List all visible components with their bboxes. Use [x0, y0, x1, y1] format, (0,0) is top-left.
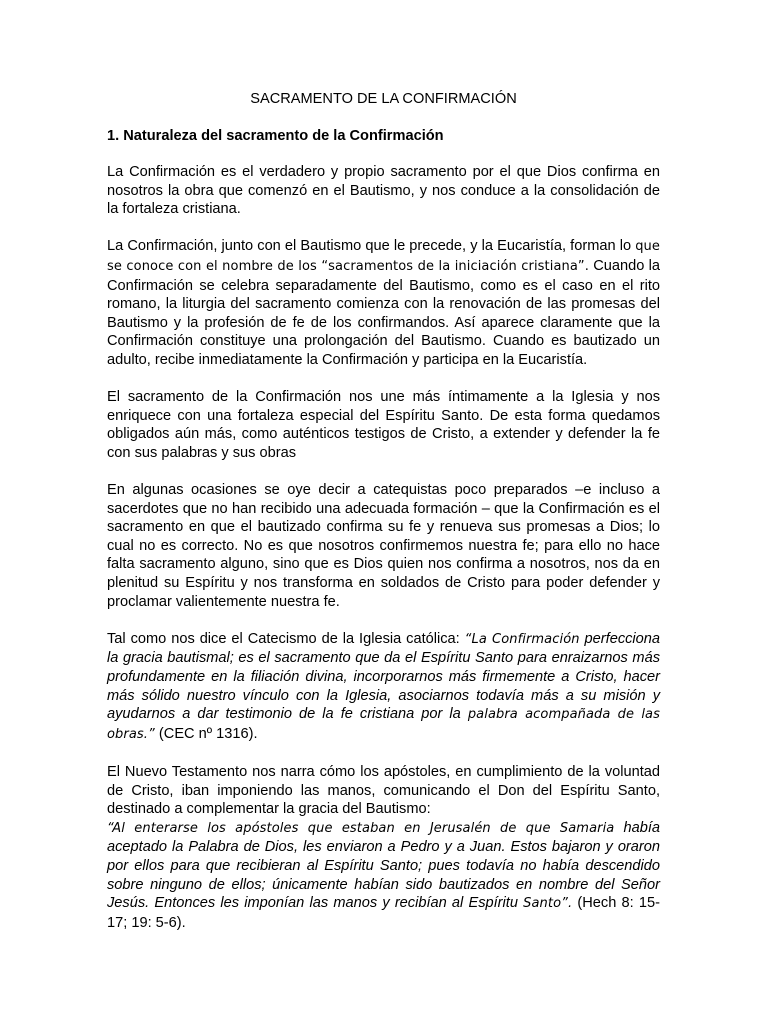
section-heading: 1. Naturaleza del sacramento de la Confirmación [107, 128, 444, 144]
paragraph-3: El sacramento de la Confirmación nos une más íntimamente a la Iglesia y nos enriquece con una fortaleza especial del Espíritu Santo. De esta forma quedamos obligados aún más, como auténticos testigos de Cristo, a extender y defender la fe con sus palabras y sus obras [107, 389, 660, 461]
paragraph-5-intro: Tal como nos dice el Catecismo de la Iglesia católica: [107, 630, 465, 647]
paragraph-5-quote-end: palabra acompañada de las obras.” [107, 707, 660, 742]
paragraph-5-quote: perfecciona la gracia bautismal; es el sacramento que da el Espíritu Santo para enraizarnos más profundamente en la filiación divina, incorporarnos más firmemente a Cristo, hacer más sólido nuestro vínculo con la Iglesia, asociarnos todavía más a su misión y ayudarnos a dar testimonio de la fe cristiana por la [107, 630, 660, 723]
paragraph-2 [107, 237, 660, 369]
paragraph-7-quote-end: Santo”. [523, 896, 573, 912]
document-title: SACRAMENTO DE LA CONFIRMACIÓN [250, 91, 517, 107]
paragraph-7-quote: había aceptado la Palabra de Dios, les enviaron a Pedro y a Juan. Estos bajaron y oraron por ellos para que recibieran al Espíritu Santo; pues todavía no había descendido sobre ninguno de ellos; únicamente habían sido bautizados en nombre del Señor Jesús. Entonces les imponían las manos y recibían al Espíritu [107, 819, 660, 912]
paragraph-2-line-1: La Confirmación, junto con el Bautismo que le precede, y la Eucaristía, forman lo [107, 238, 632, 255]
paragraph-7-reference: (Hech 8: 15-17; 19: 5-6). [107, 895, 660, 931]
paragraph-2-rest: Cuando la Confirmación se celebra separadamente del Bautismo, como es el caso en el rito romano, la liturgia del sacramento comienza con la renovación de las promesas del Bautismo y la profesión de fe de los confirmandos. Así aparece claramente que la Confirmación constituye una prolongación del Bautismo. Cuando es bautizado un adulto, recibe inmediatamente la Confirmación y participa en la Eucaristía. [107, 257, 660, 368]
paragraph-7 [107, 819, 660, 933]
paragraph-1: La Confirmación es el verdadero y propio sacramento por el que Dios confirma en nosotros la obra que comenzó en el Bautismo, y nos conduce a la consolidación de la fortaleza cristiana. [107, 164, 660, 218]
paragraph-5-reference: (CEC nº 1316). [154, 725, 258, 742]
paragraph-5 [107, 630, 660, 745]
paragraph-6: El Nuevo Testamento nos narra cómo los apóstoles, en cumplimiento de la voluntad de Cristo, iban imponiendo las manos, comunicando el Don del Espíritu Santo, destinado a complementar la gracia del Bautismo: [107, 764, 660, 818]
paragraph-4: En algunas ocasiones se oye decir a catequistas poco preparados –e incluso a sacerdotes que no han recibido una adecuada formación – que la Confirmación es el sacramento en que el bautizado confirma su fe y renueva sus promesas a Dios; lo cual no es correcto. No es que nosotros confirmemos nuestra fe; para ello no hace falta sacramento alguno, sino que es Dios quien nos confirma a nosotros, nos da en plenitud su Espíritu y nos transforma en soldados de Cristo para poder defender y proclamar valientemente nuestra fe. [107, 482, 660, 610]
paragraph-7-quote-start: “Al enterarse los apóstoles que estaban en Jerusalén de que Samaria [107, 820, 615, 836]
paragraph-5-quote-start: “La Confirmación [464, 631, 580, 647]
paragraph-2-line-2: que se conoce con el nombre de los “sacramentos de la iniciación cristiana”. [107, 239, 660, 274]
